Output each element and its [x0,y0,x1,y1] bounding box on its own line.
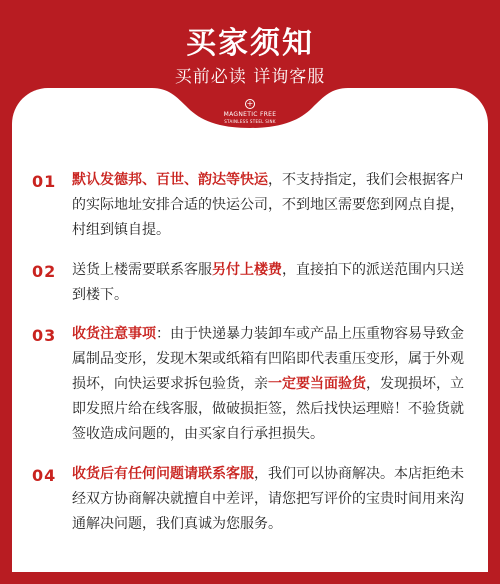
item-rest: ，我们可以协商解决。本店拒绝未经双方协商解决就擅自中差评，请您把写评价的宝贵时间用来沟通解决问题，我们真诚为您服务。 [72,466,464,532]
page-subtitle: 买前必读 详询客服 [174,67,326,87]
notice-card [12,88,488,572]
item-text [32,168,472,243]
card-top-notch [12,88,488,148]
notice-item-3 [32,322,472,447]
item-text [32,258,472,308]
item-highlight: 默认发德邦、百世、韵达等快运 [72,172,268,188]
item-rest: ，不支持指定，我们会根据客户的实际地址安排合适的快运公司，不到地区需要您到网点自提，村组到镇自提。 [72,172,464,238]
footer-bar [0,572,500,584]
magnetic-free-badge [12,91,488,124]
item-number: 02 [32,262,57,281]
item-rest: ，直接拍下的派送范围内只送到楼下。 [72,262,464,303]
item-number: 03 [32,326,57,345]
item-highlight-2: 一定要当面验货 [268,376,366,392]
item-rest: ，发现损坏，立即发照片给在线客服，做破损拒签，然后找快运理赔！不验货就签收造成问题的，由买家自行承担损失。 [72,376,464,442]
notice-item-1 [32,168,472,243]
page-title: 买家须知 [186,26,314,61]
item-number: 01 [32,172,57,191]
notice-item-2 [32,258,472,308]
item-number: 04 [32,466,57,485]
item-pre: 送货上楼需要联系客服 [72,262,212,278]
item-text [32,322,472,447]
notice-item-4 [32,462,472,537]
item-mid: ：由于快递暴力装卸车或产品上压重物容易导致金属制品变形，发现木架或纸箱有凹陷即代表重压变形，属于外观损坏，向快运要求拆包验货，亲 [72,326,464,392]
item-highlight: 收货后有任何问题请联系客服 [72,466,254,482]
item-highlight: 收货注意事项 [72,326,156,342]
plus-circle-icon: + [246,99,254,108]
item-highlight: 另付上楼费 [212,262,282,278]
badge-line2: STAINLESS STEEL SINK [224,119,276,124]
badge-line1: MAGNETIC FREE [223,111,277,118]
item-text [32,462,472,537]
